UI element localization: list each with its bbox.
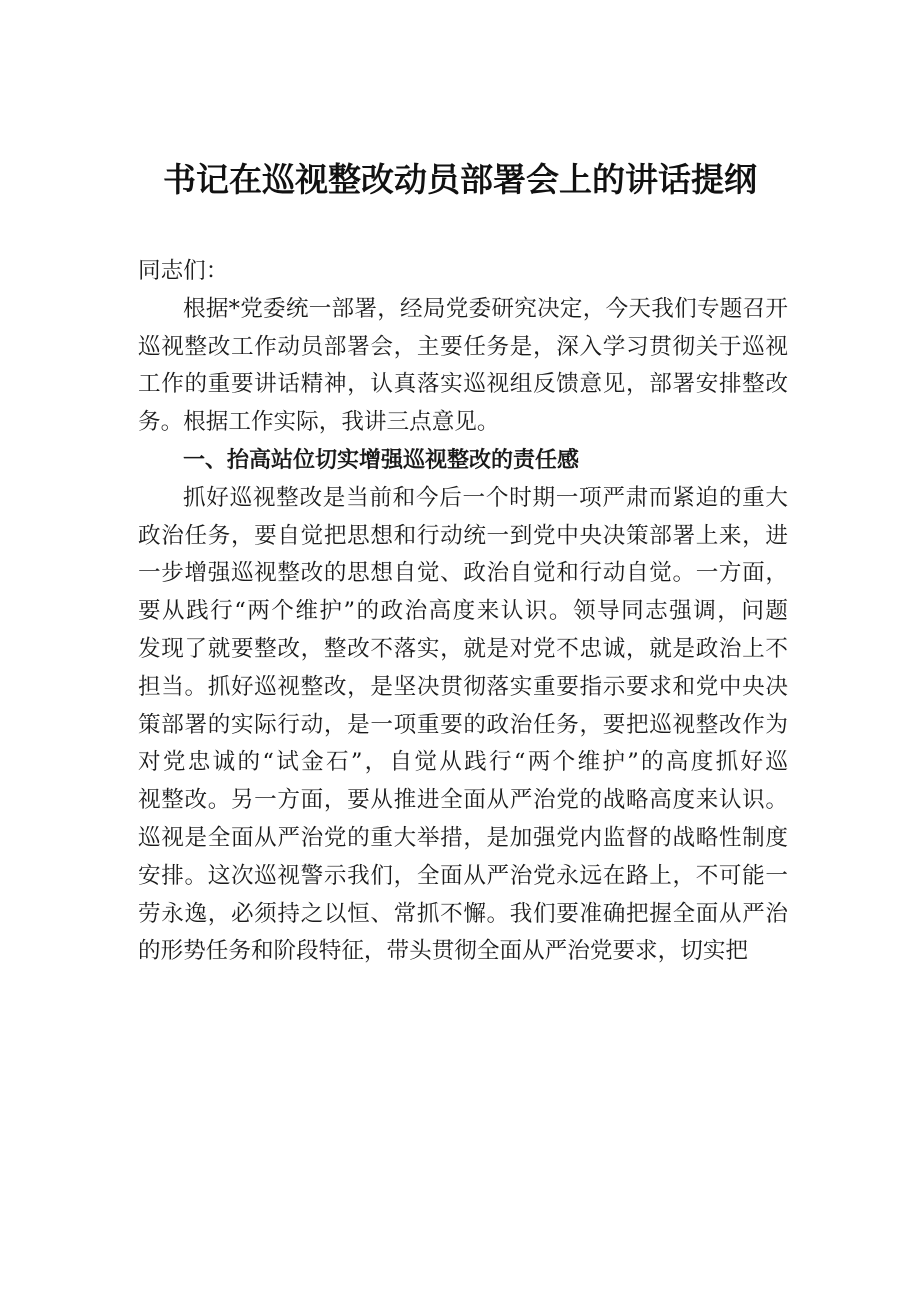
paragraph-line: 劳永逸，必须持之以恒、常抓不懈。我们要准确把握全面从严治 <box>138 900 788 927</box>
paragraph-line: 安排。这次巡视警示我们，全面从严治党永远在路上，不可能一 <box>138 862 788 889</box>
document-title: 书记在巡视整改动员部署会上的讲话提纲 <box>163 160 757 199</box>
paragraph-line: 巡视是全面从严治党的重大举措，是加强党内监督的战略性制度 <box>138 824 788 851</box>
paragraph-line: 一步增强巡视整改的思想自觉、政治自觉和行动自觉。一方面， <box>138 560 788 587</box>
paragraph-line: 的形势任务和阶段特征，带头贯彻全面从严治党要求，切实把 <box>138 938 749 965</box>
paragraph-line: 根据*党委统一部署，经局党委研究决定，今天我们专题召开 <box>183 295 788 322</box>
paragraph-line: 对党忠诚的“试金石”，自觉从践行“两个维护”的高度抓好巡 <box>138 749 788 776</box>
paragraph-line: 要从践行“两个维护”的政治高度来认识。领导同志强调，问题 <box>138 598 788 625</box>
paragraph-line: 发现了就要整改，整改不落实，就是对党不忠诚，就是政治上不 <box>138 635 788 662</box>
salutation: 同志们： <box>138 258 229 284</box>
paragraph-line: 策部署的实际行动，是一项重要的政治任务，要把巡视整改作为 <box>138 711 788 738</box>
paragraph-line: 务。根据工作实际，我讲三点意见。 <box>138 409 500 436</box>
document-body <box>138 253 788 971</box>
paragraph-line: 工作的重要讲话精神，认真落实巡视组反馈意见，部署安排整改 <box>138 371 788 398</box>
paragraph-line: 担当。抓好巡视整改，是坚决贯彻落实重要指示要求和党中央决 <box>138 673 788 700</box>
paragraph-line: 视整改。另一方面，要从推进全面从严治党的战略高度来认识。 <box>138 787 788 814</box>
section-heading: 一、抬高站位切实增强巡视整改的责任感 <box>183 447 580 473</box>
paragraph-line: 巡视整改工作动员部署会，主要任务是，深入学习贯彻关于巡视 <box>138 333 788 360</box>
paragraph-line: 抓好巡视整改是当前和今后一个时期一项严肃而紧迫的重大 <box>183 484 788 511</box>
paragraph-line: 政治任务，要自觉把思想和行动统一到党中央决策部署上来，进 <box>138 522 788 549</box>
